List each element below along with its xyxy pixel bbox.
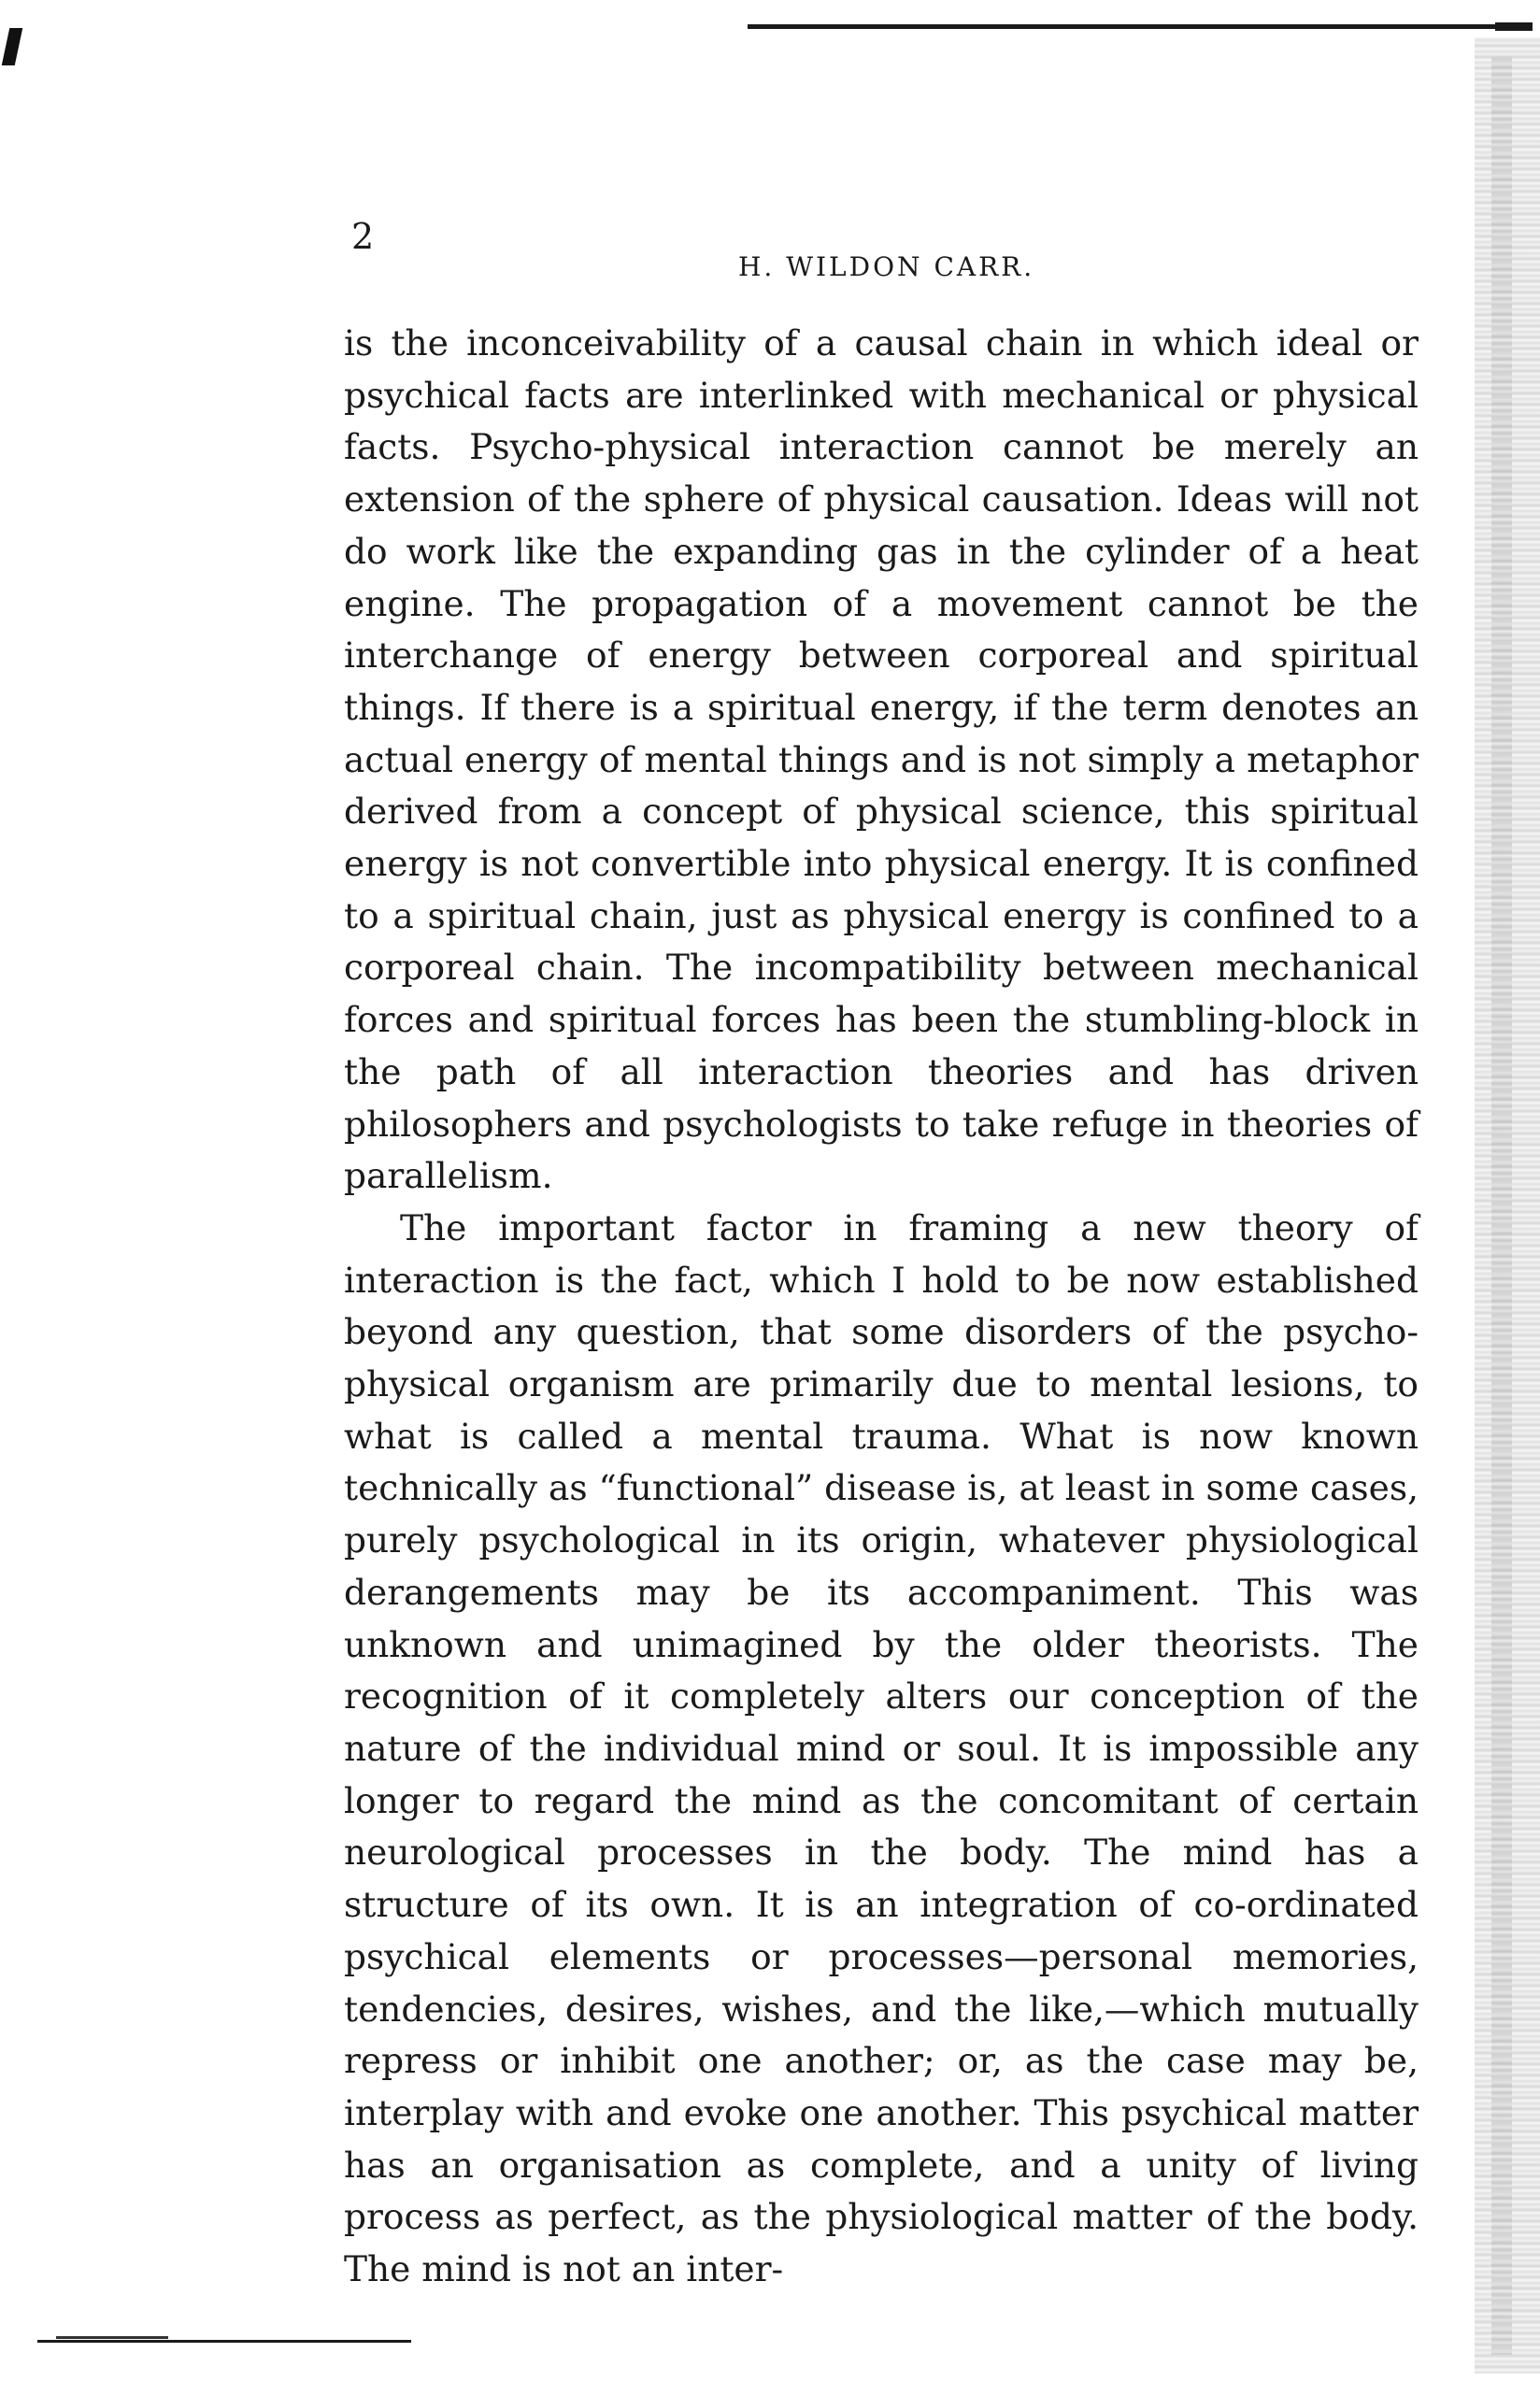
- bottom-rule-accent: [56, 2336, 168, 2339]
- running-head: H. WILDON CARR.: [738, 251, 1035, 282]
- page-number: 2: [351, 216, 375, 257]
- top-rule: [748, 24, 1533, 29]
- paragraph-1: is the inconceivability of a causal chain in which ideal or psychical facts are interlinked with mechanical or physical facts. Psycho-physical interaction cannot be merely an extension of the sphere of physical causation. Ideas will not do work like the expanding gas in the cylinder of a heat engine. The propagation of a movement cannot be the interchange of energy between corporeal and spiritual things. If there is a spiritual energy, if the term denotes an actual energy of mental things and is not simply a metaphor derived from a concept of physical science, this spiritual energy is not convertible into physical energy. It is confined to a spiritual chain, just as physical energy is confined to a corporeal chain. The incompatibility between mechanical forces and spiritual forces has been the stumbling-block in the path of all interaction theories and has driven philosophers and psychologists to take refuge in theories of parallelism.: [344, 322, 1419, 1197]
- body-text: [344, 318, 1419, 2296]
- paragraph-2: The important factor in framing a new theory of interaction is the fact, which I hold to be now established beyond any question, that some disorders of the psycho-physical organism are primarily due to mental lesions, to what is called a mental trauma. What is now known technically as “functional” disease is, at least in some cases, purely psychological in its origin, whatever physiological derangements may be its accompaniment. This was unknown and unimagined by the older theorists. The recognition of it completely alters our conception of the nature of the individual mind or soul. It is impossible any longer to regard the mind as the concomitant of certain neurological processes in the body. The mind has a structure of its own. It is an integration of co-ordinated psychical elements or processes—personal memories, tendencies, desires, wishes, and the like,—which mutually repress or inhibit one another; or, as the case may be, interplay with and evoke one another. This psychical matter has an organisation as complete, and a unity of living process as perfect, as the physiological matter of the body. The mind is not an inter-: [344, 1206, 1419, 2290]
- bottom-rule: [37, 2340, 411, 2343]
- corner-scan-mark: [2, 28, 23, 65]
- top-rule-end: [1495, 22, 1533, 31]
- page-edge-shadow-inner: [1491, 56, 1512, 2355]
